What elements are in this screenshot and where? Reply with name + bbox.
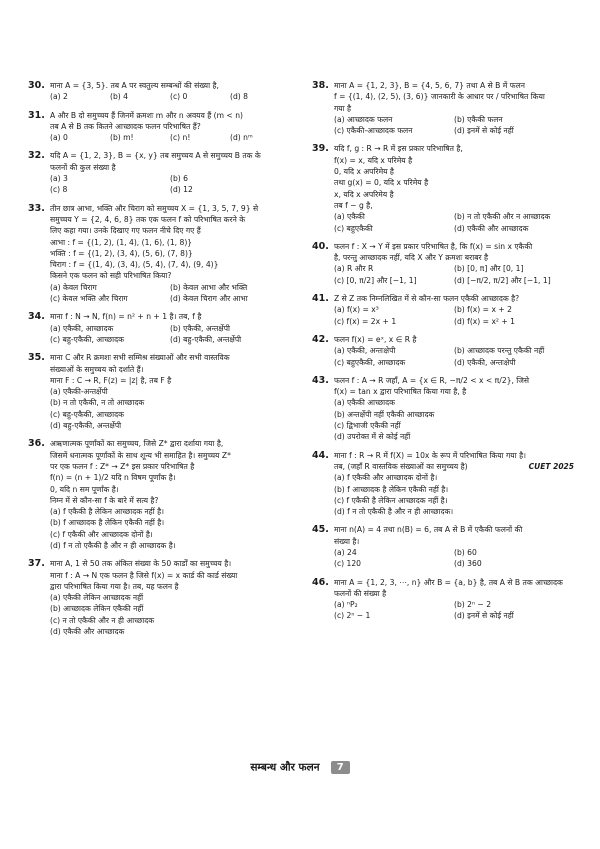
question-number: 32. xyxy=(28,150,45,162)
answer-option: (c) 2ⁿ − 1 xyxy=(334,611,371,621)
answer-option: (a) 24 xyxy=(334,547,357,557)
answer-option: (d) एकैकी और आच्छादक xyxy=(50,627,125,637)
answer-option: (a) आच्छादक फलन xyxy=(334,114,393,124)
answer-option: (d) इनमें से कोई नहीं xyxy=(454,126,514,136)
answer-option: (a) R और R xyxy=(334,264,374,274)
question-text-line: माना f : R → R में f(X) = 10x के रूप में परिभाषित किया गया है। xyxy=(334,450,527,460)
answer-option: (a) एकैकी आच्छादक xyxy=(334,398,395,408)
question-number: 31. xyxy=(28,109,45,121)
answer-option: (d) एकैकी और आच्छादक xyxy=(454,223,529,233)
question-number: 45. xyxy=(312,524,329,536)
question-item xyxy=(28,203,290,305)
answer-option: (b) न तो एकैकी, न तो आच्छादक xyxy=(50,398,145,408)
question-text-line: f = {(1, 4), (2, 5), (3, 6)} जानकारी के आधार पर / परिभाषित किया xyxy=(334,92,545,102)
question-item xyxy=(312,375,574,443)
question-text-line: पर एक फलन f : Z* → Z* इस प्रकार परिभाषित है xyxy=(50,461,195,471)
options-group xyxy=(334,547,574,570)
options-group xyxy=(334,397,574,442)
answer-option: (c) [0, π/2] और [−1, 1] xyxy=(334,275,417,285)
answer-option: (d) केवल चिराग और आभा xyxy=(170,294,248,304)
question-text-line: जिसमें धनात्मक पूर्णांकों के साथ शून्य भी समाहित है। समुच्चय Z* xyxy=(50,450,231,460)
answer-option: (a) 2 xyxy=(50,92,68,102)
answer-option: (c) n! xyxy=(170,133,191,143)
options-group xyxy=(50,173,290,196)
options-group xyxy=(334,114,574,137)
answer-option: (c) 0 xyxy=(170,92,188,102)
options-group xyxy=(50,506,290,551)
question-number: 34. xyxy=(28,311,45,323)
question-number: 38. xyxy=(312,80,329,91)
answer-option: (b) आच्छादक परन्तु एकैकी नहीं xyxy=(454,346,545,356)
answer-option: (b) न तो एकैकी और न आच्छादक xyxy=(454,212,551,222)
question-item xyxy=(312,450,574,518)
answer-option: (b) 6 xyxy=(170,174,188,184)
question-text-line: f(n) = (n + 1)/2 यदि n विषम पूर्णांक है। xyxy=(50,473,176,483)
answer-option: (c) 8 xyxy=(50,185,68,195)
question-text-line: माना C और R क्रमशः सभी सम्मिश्र संख्याओं और सभी वास्तविक xyxy=(50,353,230,363)
question-text-line: समुच्चय Y = {2, 4, 6, 8} तक एक फलन f को परिभाषित करने के xyxy=(50,214,246,224)
question-text-line: 0, यदि x अपरिमेय है xyxy=(334,167,394,177)
answer-option: (b) केवल आभा और भक्ति xyxy=(170,282,248,292)
answer-option: (c) द्विभाजी एकैकी नहीं xyxy=(334,421,401,431)
question-text-line: तीन छात्र आभा, भक्ति और चिराग को समुच्चय X = {1, 3, 5, 7, 9} से xyxy=(50,203,259,213)
question-number: 35. xyxy=(28,352,45,364)
answer-option: (a) 0 xyxy=(50,133,68,143)
answer-option: (b) एकैकी, अन्तर्क्षेपी xyxy=(170,323,231,333)
question-text-line: तथा g(x) = 0, यदि x परिमेय है xyxy=(334,178,429,188)
question-text-line: माना A, 1 से 50 तक अंकित संख्या के 50 कार्डों का समुच्चय है। xyxy=(50,559,232,569)
answer-option: (d) उपरोक्त में से कोई नहीं xyxy=(334,432,411,442)
question-text-line: A और B दो समुच्चय हैं जिनमें क्रमशः m और n अवयव हैं (m < n) xyxy=(50,110,243,120)
options-group xyxy=(334,599,574,622)
question-text-line: माना A = {3, 5}. तब A पर स्वतुल्य सम्बन्धों की संख्या है, xyxy=(50,81,219,90)
answer-option: (a) f एकैकी है लेकिन आच्छादक नहीं है। xyxy=(50,507,165,517)
answer-option: (c) बहुएकैकी, आच्छादक xyxy=(334,357,406,367)
question-text-line: फलन f(x) = eˣ, x ∈ R है xyxy=(334,334,417,344)
answer-option: (a) ⁿP₂ xyxy=(334,600,358,610)
question-text-line: माना f : A → N एक फलन है जिसे f(x) = x कार्ड की कार्ड संख्या xyxy=(50,570,238,580)
answer-option: (b) 60 xyxy=(454,547,477,557)
question-text-line: Z से Z तक निम्नलिखित में से कौन-सा फलन एकैकी आच्छादक है? xyxy=(334,294,520,304)
answer-option: (c) बहुएकैकी xyxy=(334,223,373,233)
answer-option: (c) बहु-एकैकी, आच्छादक xyxy=(50,334,124,344)
question-text-line: संख्या है। xyxy=(334,536,360,546)
answer-option: (a) केवल चिराग xyxy=(50,282,97,292)
answer-option: (d) 12 xyxy=(170,185,193,195)
question-item xyxy=(28,110,290,144)
question-item xyxy=(312,577,574,622)
answer-option: (b) f आच्छादक है लेकिन एकैकी नहीं है। xyxy=(50,518,165,528)
answer-option: (d) बहु-एकैकी, अन्तर्क्षेपी xyxy=(170,334,242,344)
question-item xyxy=(28,150,290,195)
chapter-title: सम्बन्ध और फलन xyxy=(250,761,320,774)
answer-option: (d) f(x) = x² + 1 xyxy=(454,316,516,326)
question-item xyxy=(28,558,290,637)
question-text-line: फलनों की संख्या है xyxy=(334,588,387,598)
answer-option: (c) एकैकी-आच्छादक फलन xyxy=(334,126,413,136)
question-text-line: तब, (जहाँ R वास्तविक संख्याओं का समुच्चय है) xyxy=(334,461,468,471)
question-number: 46. xyxy=(312,576,329,588)
question-item xyxy=(312,80,574,136)
question-item xyxy=(312,334,574,368)
answer-option: (a) एकैकी लेकिन आच्छादक नहीं xyxy=(50,593,144,603)
options-group xyxy=(334,263,574,286)
answer-option: (b) m! xyxy=(110,133,134,143)
question-number: 43. xyxy=(312,374,329,386)
answer-option: (c) 120 xyxy=(334,559,362,569)
exam-tag: CUET 2025 xyxy=(528,461,574,471)
answer-option: (d) nᵐ xyxy=(230,133,253,143)
question-text-line: संख्याओं के समुच्चय को दर्शाते हैं। xyxy=(50,364,144,374)
question-number: 33. xyxy=(28,202,45,214)
question-item xyxy=(312,293,574,327)
question-number: 37. xyxy=(28,558,45,570)
answer-option: (a) f(x) = x³ xyxy=(334,305,379,315)
answer-option: (c) f एकैकी और आच्छादक दोनों है। xyxy=(50,529,153,539)
answer-option: (b) 2ⁿ − 2 xyxy=(454,600,492,610)
question-text-line: अऋणात्मक पूर्णांकों का समुच्चय, जिसे Z* द्वारा दर्शाया गया है, xyxy=(50,439,224,449)
question-text-line: है, परन्तु आच्छादक नहीं, यदि X और Y क्रमशः बराबर है xyxy=(334,253,489,263)
answer-option: (a) एकैकी xyxy=(334,212,365,222)
answer-option: (c) बहु-एकैकी, आच्छादक xyxy=(50,409,124,419)
question-text-line: यदि f, g : R → R में इस प्रकार परिभाषित है, xyxy=(334,144,463,154)
question-text-line: माना n(A) = 4 तथा n(B) = 6, तब A से B में एकैकी फलनों की xyxy=(334,525,523,535)
answer-option: (b) आच्छादक लेकिन एकैकी नहीं xyxy=(50,604,144,614)
question-number: 44. xyxy=(312,449,329,461)
options-group xyxy=(50,282,290,305)
question-text-line: f(x) = x, यदि x परिमेय है xyxy=(334,155,413,165)
answer-option: (c) न तो एकैकी और न ही आच्छादक xyxy=(50,615,155,625)
answer-option: (b) [0, π] और [0, 1] xyxy=(454,264,524,274)
question-number: 39. xyxy=(312,143,329,155)
answer-option: (d) [−π/2, π/2] और [−1, 1] xyxy=(454,275,551,285)
question-item xyxy=(28,438,290,551)
question-text-line: 0, यदि n सम पूर्णांक है। xyxy=(50,484,119,494)
question-text-line: तब A से B तक कितने आच्छादक फलन परिभाषित हैं? xyxy=(50,121,201,131)
question-text-line: f(x) = tan x द्वारा परिभाषित किया गया है, है xyxy=(334,387,467,397)
answer-option: (b) 4 xyxy=(110,92,128,102)
question-text-line: फलन f : X → Y में इस प्रकार परिभाषित है, कि f(x) = sin x एकैकी xyxy=(334,241,533,251)
question-text-line: गया है xyxy=(334,103,352,113)
question-number: 40. xyxy=(312,240,329,252)
answer-option: (a) 3 xyxy=(50,174,68,184)
answer-option: (d) f न तो एकैकी है और न ही आच्छादक है। xyxy=(50,540,176,550)
answer-option: (d) एकैकी, अन्तःक्षेपी xyxy=(454,357,516,367)
question-text-line: किसने एक फलन को सही परिभाषित किया? xyxy=(50,271,172,281)
answer-option: (c) f एकैकी है लेकिन आच्छादक नहीं है। xyxy=(334,495,448,505)
answer-option: (a) एकैकी, अन्तःक्षेपी xyxy=(334,346,396,356)
options-group xyxy=(50,91,290,102)
answer-option: (b) f(x) = x + 2 xyxy=(454,305,512,315)
answer-option: (a) f एकैकी और आच्छादक दोनों है। xyxy=(334,473,438,483)
question-text-line: माना A = {1, 2, 3}, B = {4, 5, 6, 7} तथा A से B में फलन xyxy=(334,81,525,90)
question-number: 36. xyxy=(28,438,45,450)
question-number: 30. xyxy=(28,80,45,91)
question-text-line: तब f − g है, xyxy=(334,200,373,210)
answer-option: (b) f आच्छादक है लेकिन एकैकी नहीं है। xyxy=(334,484,449,494)
question-text-line: लिए कहा गया। उनके दिखाए गए फलन नीचे दिए गए हैं xyxy=(50,226,201,236)
question-text-line: x, यदि x अपरिमेय है xyxy=(334,189,394,199)
answer-option: (d) f न तो एकैकी है और न ही आच्छादक। xyxy=(334,507,454,517)
question-item xyxy=(312,241,574,286)
options-group xyxy=(334,304,574,327)
page-footer xyxy=(0,757,600,776)
page-number: 7 xyxy=(331,761,350,774)
question-item xyxy=(28,352,290,431)
question-number: 42. xyxy=(312,333,329,345)
answer-option: (d) इनमें से कोई नहीं xyxy=(454,611,514,621)
answer-option: (a) एकैकी, आच्छादक xyxy=(50,323,114,333)
options-group xyxy=(334,472,574,517)
answer-option: (b) एकैकी फलन xyxy=(454,114,503,124)
question-text-line: माना A = {1, 2, 3, ⋯, n} और B = {a, b} है, तब A से B तक आच्छादक xyxy=(334,577,563,587)
question-text-line: फलनों की कुल संख्या है xyxy=(50,162,116,172)
answer-option: (d) 360 xyxy=(454,559,482,569)
answer-option: (d) बहु-एकैकी, अन्तर्क्षेपी xyxy=(50,421,122,431)
options-group xyxy=(334,211,574,234)
question-item xyxy=(28,80,290,103)
options-group xyxy=(50,592,290,637)
options-group xyxy=(50,323,290,346)
question-text-line: आभा : f = {(1, 2), (1, 4), (1, 6), (1, 8)} xyxy=(50,237,193,247)
answer-option: (c) केवल भक्ति और चिराग xyxy=(50,294,128,304)
answer-option: (c) f(x) = 2x + 1 xyxy=(334,316,397,326)
question-text-line: यदि A = {1, 2, 3}, B = {x, y} तब समुच्चय A से समुच्चय B तक के xyxy=(50,151,261,161)
options-group xyxy=(334,345,574,368)
options-group xyxy=(50,386,290,431)
question-text-line: निम्न में से कौन-सा f के बारे में सत्य है? xyxy=(50,495,159,505)
question-number: 41. xyxy=(312,293,329,305)
question-text-line: माना f : N → N, f(n) = n² + n + 1 है। तब, f है xyxy=(50,312,202,322)
question-text-line: भक्ति : f = {(1, 2), (3, 4), (5, 6), (7, 8)} xyxy=(50,248,193,258)
left-column xyxy=(28,80,290,644)
question-item xyxy=(312,143,574,233)
question-text-line: माना F : C → R, F(z) = |z| है, तब F है xyxy=(50,375,172,385)
answer-option: (d) 8 xyxy=(230,92,248,102)
answer-option: (a) एकैकी-अन्तर्क्षेपी xyxy=(50,387,108,397)
options-group xyxy=(50,132,290,143)
question-item xyxy=(28,311,290,345)
right-column xyxy=(312,80,574,629)
question-item xyxy=(312,524,574,569)
question-text-line: द्वारा परिभाषित किया गया है। तब, यह फलन है xyxy=(50,581,179,591)
answer-option: (b) अन्तर्क्षेपी नहीं एकैकी आच्छादक xyxy=(334,409,435,419)
question-text-line: फलन f : A → R जहाँ, A = {x ∈ R, −π/2 < x < π/2}, जिसे xyxy=(334,375,530,385)
question-text-line: चिराग : f = {(1, 4), (3, 4), (5, 4), (7, 4), (9, 4)} xyxy=(50,260,219,270)
